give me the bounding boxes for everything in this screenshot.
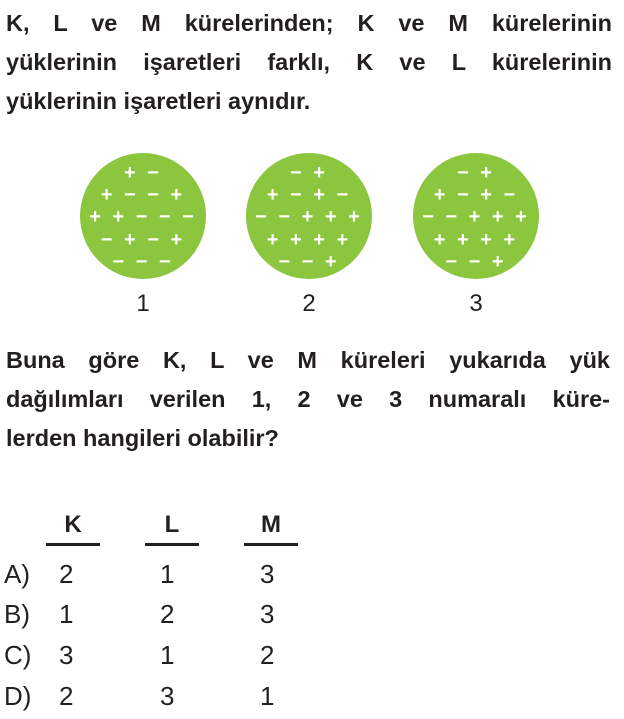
charge-row: + − xyxy=(124,162,162,184)
option-value-k: 2 xyxy=(59,559,74,589)
option-value-k: 1 xyxy=(59,599,74,629)
column-underline xyxy=(145,543,199,546)
option-value-m: 3 xyxy=(260,559,275,589)
option-letter: C) xyxy=(4,640,32,670)
option-value-m: 1 xyxy=(260,681,275,711)
charge-row: + + + + xyxy=(433,229,519,251)
option-value-k: 2 xyxy=(59,681,74,711)
charge-row: − + − + xyxy=(100,229,186,251)
option-value-l: 1 xyxy=(160,640,175,670)
sphere-1 xyxy=(80,153,206,279)
option-value-l: 3 xyxy=(160,681,175,711)
charge-row: − + xyxy=(457,162,495,184)
charge-row: + + + + xyxy=(266,229,352,251)
charge-row: − + xyxy=(290,162,328,184)
charge-row: − − + xyxy=(445,251,507,273)
charge-row: − − + + + xyxy=(255,206,363,228)
option-b[interactable] xyxy=(4,596,324,632)
column-header-l-label: L xyxy=(164,511,180,538)
option-value-m: 3 xyxy=(260,599,275,629)
column-underline xyxy=(244,543,298,546)
charge-row: − − + xyxy=(278,251,340,273)
option-value-l: 1 xyxy=(160,559,175,589)
option-letter: D) xyxy=(4,681,32,711)
option-letter: B) xyxy=(4,599,30,629)
sphere-3-label: 3 xyxy=(469,290,483,317)
sphere-1-label: 1 xyxy=(136,290,150,317)
charge-row: + + − − − xyxy=(89,206,197,228)
intro-line-2: yüklerinin işaretleri farklı, K ve L kürelerinin xyxy=(6,49,612,75)
question-paragraph xyxy=(6,341,610,458)
sphere-3 xyxy=(413,153,539,279)
column-header-k xyxy=(46,510,100,540)
option-value-l: 2 xyxy=(160,599,175,629)
column-header-l xyxy=(145,510,199,540)
column-header-k-label: K xyxy=(64,511,82,538)
option-value-m: 2 xyxy=(260,640,275,670)
question-line-3: lerden hangileri olabilir? xyxy=(6,425,279,451)
question-line-2: dağılımları verilen 1, 2 ve 3 numaralı küre- xyxy=(6,386,610,412)
question-line-1: Buna göre K, L ve M küreleri yukarıda yük xyxy=(6,347,610,373)
option-c[interactable] xyxy=(4,637,324,673)
column-header-m xyxy=(244,510,298,540)
option-d[interactable] xyxy=(4,678,324,714)
charge-spheres-figure xyxy=(0,0,624,330)
charge-row: + − + − xyxy=(433,184,519,206)
option-letter: A) xyxy=(4,559,30,589)
intro-line-1: K, L ve M kürelerinden; K ve M kürelerinin xyxy=(6,10,612,36)
sphere-2 xyxy=(246,153,372,279)
option-a[interactable] xyxy=(4,556,324,592)
charge-row: − − + + + xyxy=(422,206,530,228)
charge-row: + − + − xyxy=(266,184,352,206)
charge-row: + − − + xyxy=(100,184,186,206)
charge-row: − − − xyxy=(112,251,174,273)
column-underline xyxy=(46,543,100,546)
option-value-k: 3 xyxy=(59,640,74,670)
column-header-m-label: M xyxy=(261,511,281,538)
intro-line-3: yüklerinin işaretleri aynıdır. xyxy=(6,88,311,114)
sphere-2-label: 2 xyxy=(302,290,316,317)
